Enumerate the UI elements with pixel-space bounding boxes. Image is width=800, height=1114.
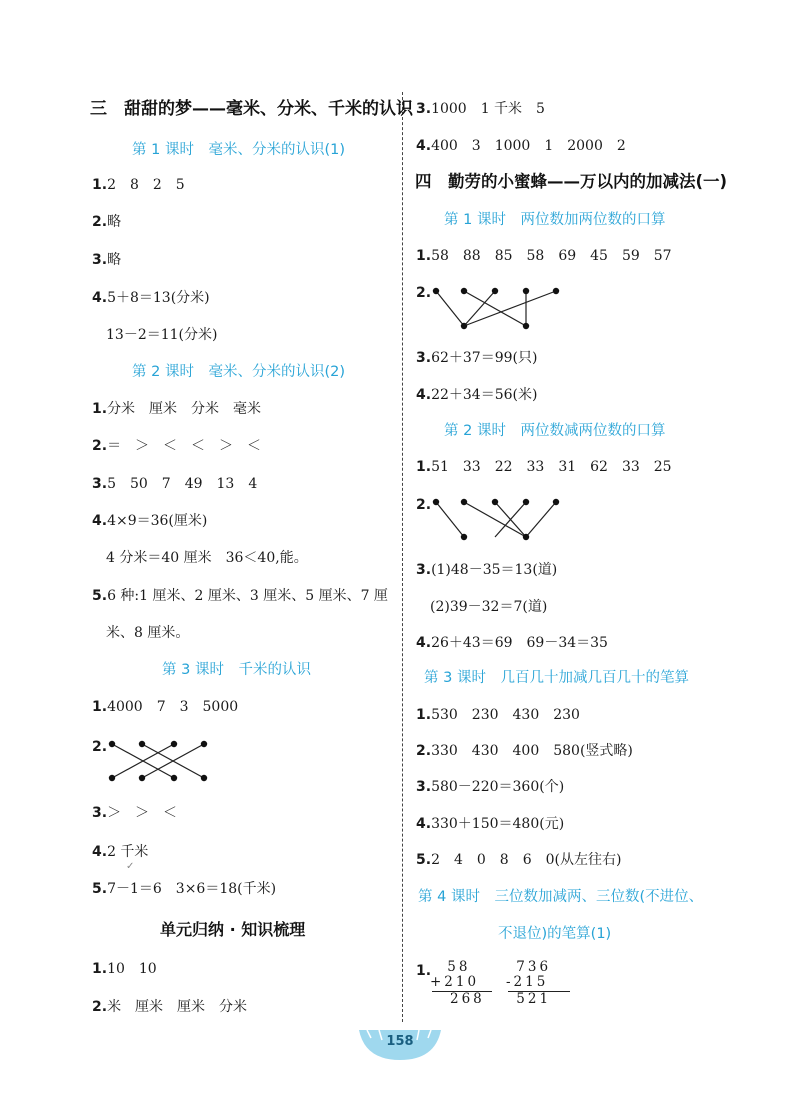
answer-line: 5.6 种:1 厘米、2 厘米、3 厘米、5 厘米、7 厘 (92, 588, 388, 604)
match-dot (523, 288, 529, 294)
matching-diagram (104, 736, 214, 786)
answer-line: 1. (416, 963, 432, 979)
answer-line: 1.51 33 22 33 31 62 33 25 (416, 459, 672, 475)
match-line (436, 502, 464, 537)
match-dot (492, 288, 498, 294)
answer-line: 4.5＋8＝13(分米) (92, 290, 210, 306)
answer-line: 1.58 88 85 58 69 45 59 57 (416, 248, 672, 264)
match-dot (461, 499, 467, 505)
lesson-title: 第 4 课时 三位数加减两、三位数(不进位、 (418, 889, 704, 905)
match-dot (139, 741, 145, 747)
answer-line: (2)39－32＝7(道) (430, 599, 548, 615)
match-dot (201, 741, 207, 747)
answer-line: 2.＝ ＞ ＜ ＜ ＞ ＜ (92, 438, 262, 454)
match-dot (553, 499, 559, 505)
page-number: 158 (386, 1034, 414, 1049)
match-dot (171, 775, 177, 781)
answer-line: 3.1000 1 千米 5 (416, 101, 545, 117)
match-dot (139, 775, 145, 781)
answer-line: 1.10 10 (92, 961, 157, 977)
matching-diagram (428, 492, 568, 544)
answer-line: 1.530 230 430 230 (416, 707, 580, 723)
answer-line: 3.5 50 7 49 13 4 (92, 476, 258, 492)
match-dot (433, 499, 439, 505)
column-divider (402, 92, 403, 1022)
match-dot (461, 323, 467, 329)
match-line (464, 291, 526, 326)
match-dot (523, 323, 529, 329)
answer-line: 13－2＝11(分米) (106, 327, 218, 343)
match-dot (492, 499, 498, 505)
match-dot (523, 534, 529, 540)
answer-line: 4.2 千米 (92, 844, 149, 860)
page-number-badge (357, 1026, 443, 1062)
answer-line: 4.400 3 1000 1 2000 2 (416, 138, 626, 154)
unit-3-title: 三 甜甜的梦——毫米、分米、千米的认识 (90, 99, 413, 119)
unit-4-title: 四 勤劳的小蜜蜂——万以内的加减法(一) (415, 172, 728, 191)
lesson-title: 第 2 课时 毫米、分米的认识(2) (132, 364, 345, 380)
match-line (526, 502, 556, 537)
answer-line: 5.7－1＝6 3×6＝18(千米) (92, 881, 277, 897)
lesson-title: 第 2 课时 两位数减两位数的口算 (444, 423, 666, 439)
answer-line: 3.略 (92, 252, 122, 268)
answer-line: 2. (416, 497, 432, 513)
vertical-calc-top: 58 (440, 959, 471, 975)
answer-line: 2. (92, 739, 108, 755)
match-dot (461, 288, 467, 294)
lesson-title: 第 1 课时 两位数加两位数的口算 (444, 212, 666, 228)
matching-diagram (428, 281, 568, 333)
answer-line: 1.分米 厘米 分米 毫米 (92, 401, 262, 417)
vertical-calc-operand: +210 (430, 974, 480, 990)
match-line (464, 291, 495, 326)
answer-line: 5.2 4 0 8 6 0(从左往右) (416, 852, 622, 868)
answer-line: 3.＞ ＞ ＜ (92, 805, 178, 821)
answer-line: 3.(1)48－35＝13(道) (416, 562, 558, 578)
match-dot (461, 534, 467, 540)
answer-line: 2.米 厘米 厘米 分米 (92, 999, 248, 1015)
answer-line: 1.2 8 2 5 (92, 177, 185, 193)
summary-title: 单元归纳 · 知识梳理 (160, 920, 306, 939)
match-dot (171, 741, 177, 747)
lesson-title: 第 3 课时 几百几十加减几百几十的笔算 (424, 670, 689, 686)
answer-line: 3.580－220＝360(个) (416, 779, 565, 795)
match-dot (523, 499, 529, 505)
answer-line: 4.330＋150＝480(元) (416, 816, 565, 832)
answer-line: 2. (416, 285, 432, 301)
answer-line: 4.22＋34＝56(米) (416, 387, 538, 403)
answer-line: 4.4×9＝36(厘米) (92, 513, 208, 529)
match-dot (201, 775, 207, 781)
answer-line: 3.62＋37＝99(只) (416, 350, 538, 366)
match-dot (553, 288, 559, 294)
lesson-title: 不退位)的笔算(1) (498, 926, 612, 942)
answer-line: 2.330 430 400 580(竖式略) (416, 743, 633, 759)
match-dot (109, 775, 115, 781)
answer-line: 4 分米＝40 厘米 36＜40,能。 (106, 550, 308, 566)
vertical-calc-top: 736 (509, 959, 552, 975)
answer-line: 米、8 厘米。 (106, 625, 190, 641)
vertical-calc-result: 268 (450, 991, 485, 1007)
match-dot (433, 288, 439, 294)
answer-line: 4.26＋43＝69 69－34＝35 (416, 635, 608, 651)
check-mark-icon: ✓ (126, 861, 135, 872)
match-line (464, 502, 526, 537)
match-line (436, 291, 464, 326)
answer-line: 1.4000 7 3 5000 (92, 699, 239, 715)
vertical-calc-result: 521 (509, 991, 552, 1007)
match-line (464, 291, 556, 326)
answer-line: 2.略 (92, 214, 122, 230)
lesson-title: 第 3 课时 千米的认识 (162, 662, 311, 678)
lesson-title: 第 1 课时 毫米、分米的认识(1) (132, 142, 345, 158)
match-dot (109, 741, 115, 747)
vertical-calc-operand: -215 (506, 974, 549, 990)
